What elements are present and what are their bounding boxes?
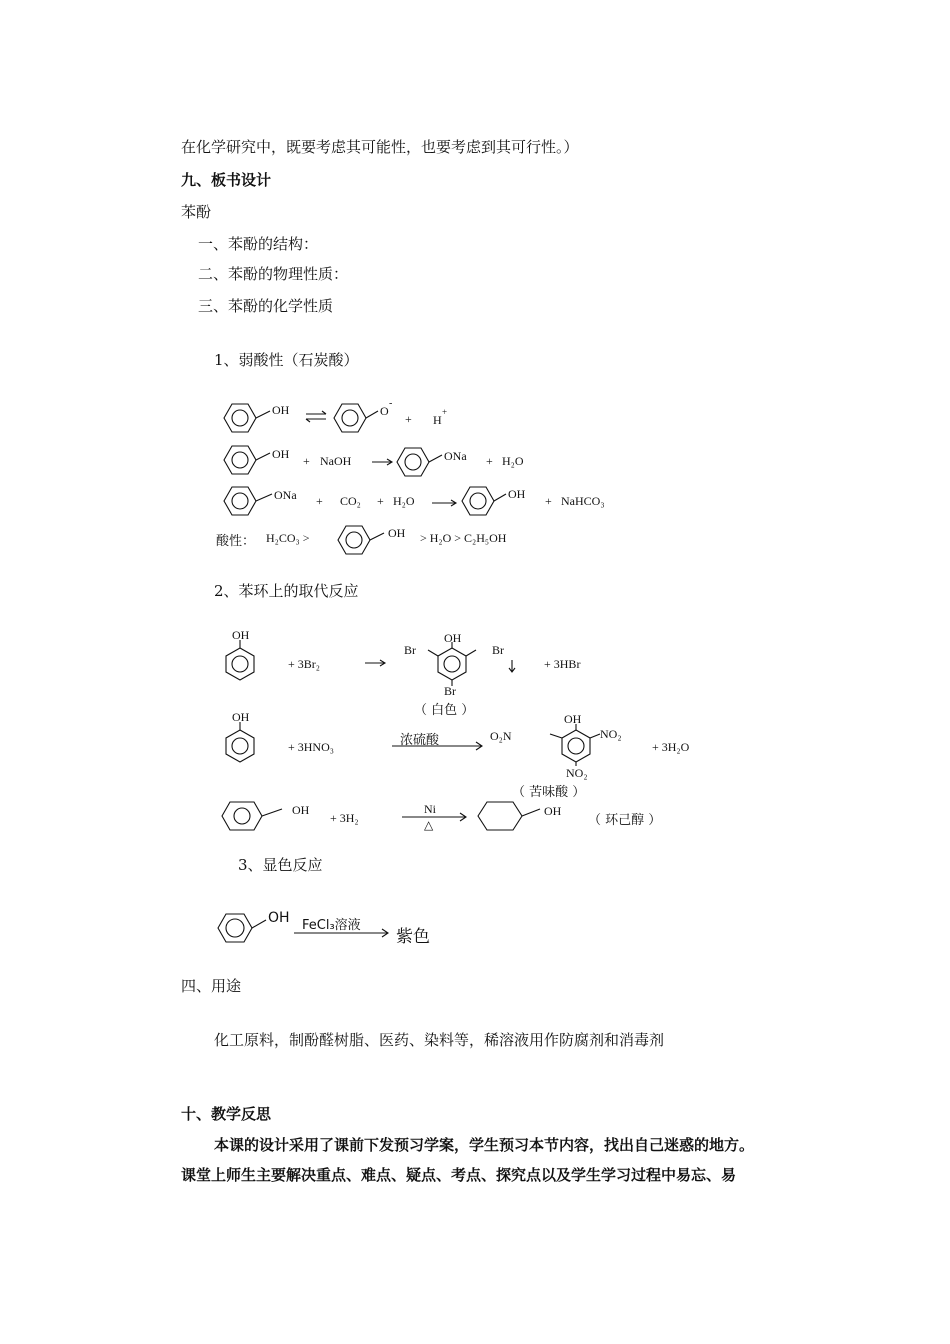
cyclohexanol-ring (478, 802, 540, 830)
outline-item-structure: 一、苯酚的结构： (198, 235, 319, 253)
br-label: Br (492, 643, 504, 657)
tribromophenol-ring (428, 642, 476, 686)
reaction-arrow (372, 459, 392, 465)
sodium-phenoxide-ring (224, 487, 272, 515)
ona-label: ONa (274, 488, 297, 502)
acidity-tail: > H₂O > C₂H₅OH (420, 531, 507, 545)
minus-charge: - (389, 398, 393, 409)
phenol-ring (218, 914, 266, 942)
oh-label: OH (544, 804, 562, 818)
br-label: Br (404, 643, 416, 657)
phenol-ring (226, 640, 254, 680)
outline-item-physical: 二、苯酚的物理性质： (198, 265, 349, 283)
h2o-label: H₂O (502, 454, 524, 468)
plus-sign: + (405, 412, 412, 426)
subheading-color-reaction: 3、显色反应 (238, 856, 323, 874)
plus-sign: + (303, 454, 310, 468)
hydrogen-reagent: + 3H₂ (330, 811, 359, 825)
heat-symbol: △ (424, 818, 434, 832)
h-ion-label: H (433, 413, 442, 427)
plus-sign: + (377, 494, 384, 508)
topic-title: 苯酚 (181, 203, 212, 221)
reflection-line-1: 本课的设计采用了课前下发预习学案，学生预习本节内容，找出自己迷惑的地方。 (214, 1136, 755, 1154)
outline-item-chemical: 三、苯酚的化学性质 (198, 297, 334, 315)
oh-label: OH (388, 526, 406, 540)
oh-label: OH (508, 487, 526, 501)
section-10-heading: 十、教学反思 (181, 1105, 272, 1123)
purple-result: 紫色 (396, 927, 430, 947)
br-label: Br (444, 684, 456, 698)
o2n-label: O₂N (490, 729, 512, 743)
oh-label: OH (268, 910, 290, 926)
co2-label: CO₂ (340, 494, 361, 508)
reflection-line-2: 课堂上师生主要解决重点、难点、疑点、考点、探究点以及学生学习过程中易忘、易 (181, 1166, 737, 1184)
plus-sign: + (316, 494, 323, 508)
acidity-label: 酸性： (216, 534, 256, 549)
subheading-substitution: 2、苯环上的取代反应 (214, 582, 359, 600)
phenol-ring (224, 404, 270, 432)
equilibrium-arrow (306, 411, 326, 422)
no2-label: NO₂ (600, 727, 622, 741)
phenol-ring (224, 446, 270, 474)
precipitate-arrow (509, 660, 515, 672)
nitric-acid-reagent: + 3HNO₃ (288, 740, 334, 754)
ona-label: ONa (444, 449, 467, 463)
catalyst-label: 浓硫酸 (400, 733, 440, 748)
subheading-weak-acid: 1、弱酸性（石炭酸） (214, 351, 359, 369)
naoh-label: NaOH (320, 454, 352, 468)
oh-label: OH (232, 628, 250, 642)
reaction-arrow (432, 500, 456, 506)
intro-line: 在化学研究中，既要考虑其可能性，也要考虑到其可行性。） (181, 138, 579, 156)
phenol-ring (226, 722, 254, 762)
oh-label: OH (272, 447, 290, 461)
section-9-heading: 九、板书设计 (181, 171, 272, 189)
oh-label: OH (232, 710, 250, 724)
oh-label: OH (564, 712, 582, 726)
phenol-ring (222, 802, 282, 830)
o-label: O (380, 404, 389, 418)
phenol-ring (338, 526, 384, 554)
nickel-catalyst: Ni (424, 802, 436, 816)
plus-sign: + (545, 494, 552, 508)
use-heading: 四、用途 (181, 977, 242, 995)
oh-label: OH (292, 803, 310, 817)
reaction-arrow (365, 660, 385, 666)
oh-label: OH (272, 403, 290, 417)
cyclohexanol-note: （ 环己醇 ） (588, 813, 662, 828)
bromine-reagent: + 3Br₂ (288, 657, 320, 671)
hbr-product: + 3HBr (544, 657, 581, 671)
plus-charge: + (442, 407, 448, 417)
h2o-label: H₂O (393, 494, 415, 508)
phenol-ring (462, 487, 506, 515)
plus-sign: + (486, 454, 493, 468)
picric-acid-ring (550, 724, 600, 766)
no2-label: NO₂ (566, 766, 588, 780)
water-product: + 3H₂O (652, 740, 690, 754)
phenoxide-ring (334, 404, 378, 432)
h2co3-compare: H₂CO₃ > (266, 531, 310, 545)
fecl3-reagent: FeCl₃溶液 (302, 918, 361, 933)
oh-label: OH (444, 631, 462, 645)
nahco3-label: NaHCO₃ (561, 494, 605, 508)
sodium-phenoxide-ring (397, 448, 442, 476)
white-note: （ 白色 ） (414, 703, 475, 718)
use-text: 化工原料，制酚醛树脂、医药、染料等，稀溶液用作防腐剂和消毒剂 (214, 1031, 665, 1049)
picric-acid-note: （ 苦味酸 ） (512, 785, 586, 800)
